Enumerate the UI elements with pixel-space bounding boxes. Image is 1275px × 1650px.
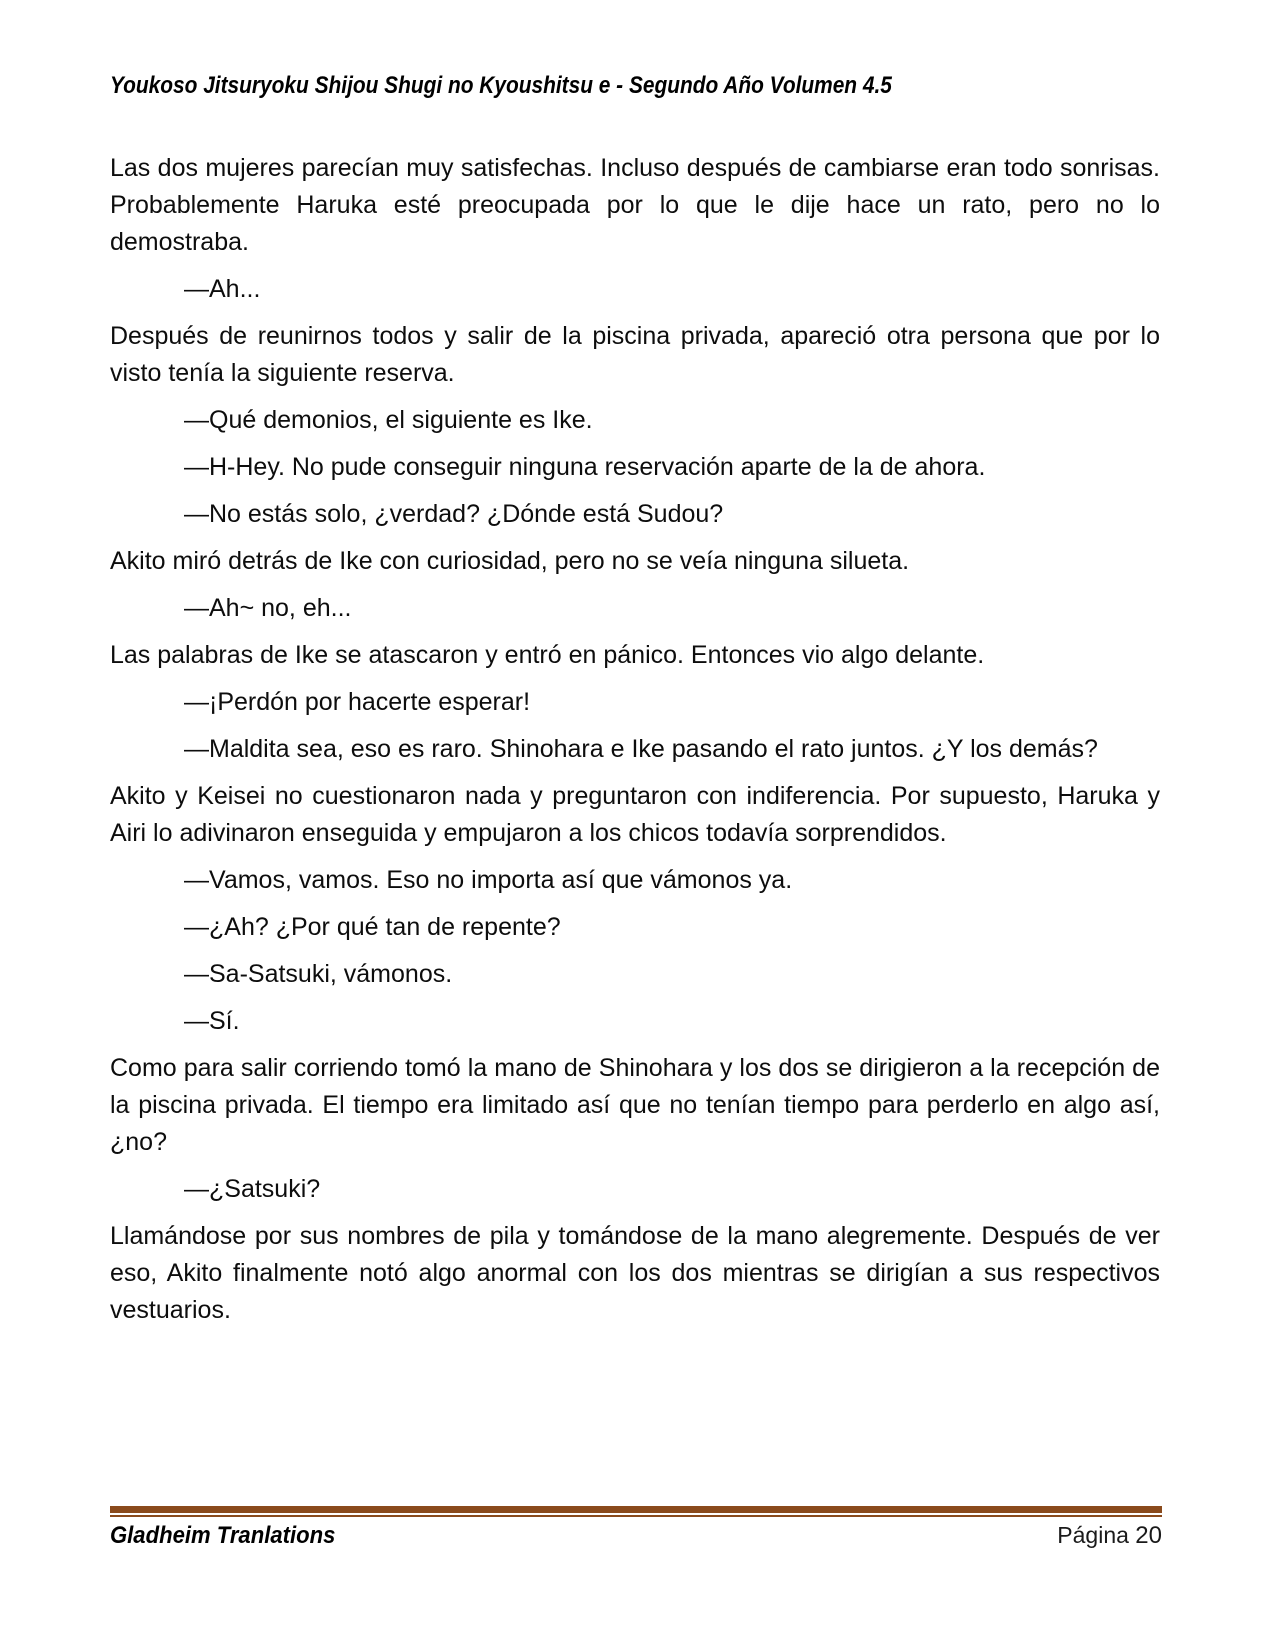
body-paragraph: Después de reunirnos todos y salir de la piscina privada, apareció otra persona que por lo visto tenía la siguiente reserva. [110, 322, 1160, 387]
dialogue-paragraph: —Sa-Satsuki, vámonos. [184, 960, 453, 988]
dialogue-paragraph: —¿Satsuki? [184, 1175, 321, 1203]
dialogue-paragraph: —¿Ah? ¿Por qué tan de repente? [184, 913, 561, 941]
body-paragraph: Akito miró detrás de Ike con curiosidad, pero no se veía ninguna silueta. [110, 547, 910, 575]
dialogue-paragraph: —Qué demonios, el siguiente es Ike. [184, 406, 593, 434]
body-paragraph: Las dos mujeres parecían muy satisfechas. Incluso después de cambiarse eran todo sonrisas. Probablemente Haruka esté preocupada por lo que le dije hace un rato, pero no lo demostraba. [110, 154, 1160, 256]
body-paragraph: Akito y Keisei no cuestionaron nada y preguntaron con indiferencia. Por supuesto, Haruka y Airi lo adivinaron enseguida y empujaron a los chicos todavía sorprendidos. [110, 782, 1160, 847]
dialogue-paragraph: —H-Hey. No pude conseguir ninguna reservación aparte de la de ahora. [184, 453, 986, 481]
footer-page-label: Página [1057, 1522, 1129, 1548]
dialogue-paragraph: —Ah... [184, 275, 261, 303]
page-header [110, 72, 1160, 100]
dialogue-paragraph: —¡Perdón por hacerte esperar! [184, 688, 531, 716]
footer-page-number: 20 [1135, 1522, 1162, 1549]
page-footer [110, 1522, 1162, 1550]
page-header-title: Youkoso Jitsuryoku Shijou Shugi no Kyoushitsu e - Segundo Año Volumen 4.5 [110, 72, 892, 99]
body-paragraph: Como para salir corriendo tomó la mano de Shinohara y los dos se dirigieron a la recepción de la piscina privada. El tiempo era limitado así que no tenían tiempo para perderlo en algo así, ¿no? [110, 1054, 1160, 1156]
dialogue-paragraph: —Vamos, vamos. Eso no importa así que vámonos ya. [184, 866, 793, 894]
dialogue-paragraph: —Ah~ no, eh... [184, 594, 352, 622]
body-paragraph: Llamándose por sus nombres de pila y tomándose de la mano alegremente. Después de ver eso, Akito finalmente notó algo anormal con los dos mientras se dirigían a sus respectivos vestuarios. [110, 1222, 1160, 1324]
page-body [110, 150, 1160, 1329]
body-paragraph: Las palabras de Ike se atascaron y entró en pánico. Entonces vio algo delante. [110, 641, 985, 669]
footer-rule [110, 1506, 1162, 1517]
dialogue-paragraph: —No estás solo, ¿verdad? ¿Dónde está Sudou? [184, 500, 724, 528]
dialogue-paragraph: —Sí. [184, 1007, 240, 1035]
dialogue-paragraph: —Maldita sea, eso es raro. Shinohara e Ike pasando el rato juntos. ¿Y los demás? [184, 735, 1098, 763]
footer-translator: Gladheim Tranlations [110, 1522, 336, 1549]
footer-page-indicator [1057, 1522, 1162, 1550]
